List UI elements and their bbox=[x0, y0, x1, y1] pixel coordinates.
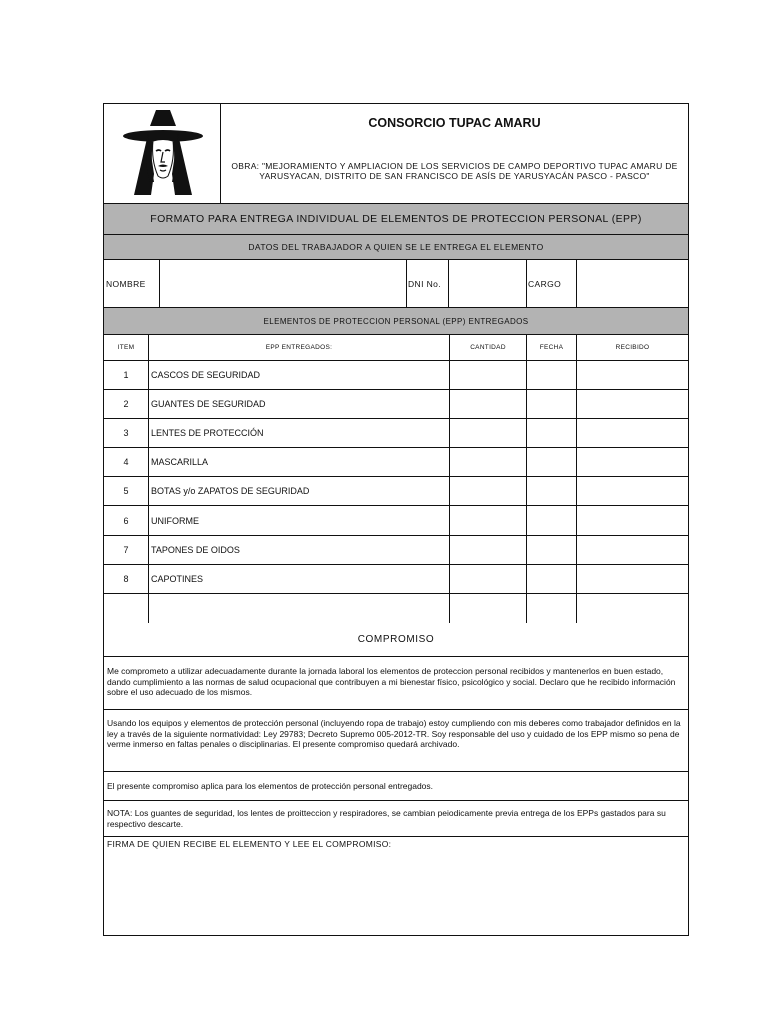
row-fecha-cell[interactable] bbox=[527, 448, 576, 476]
col-item-header: ITEM bbox=[117, 344, 135, 351]
compromiso-paragraph-1: Me comprometo a utilizar adecuadamente durante la jornada laboral los elementos de proteccion personal recibidos y mantenerlos en buen estado, dando cumplimiento a las normas de salud ocupacional que contribuyen a mi bienestar físico, psicológico y social. Declaro que he recibido información sobre el uso adecuado de los mismos. bbox=[107, 666, 676, 697]
worker-section-title: DATOS DEL TRABAJADOR A QUIEN SE LE ENTREGA EL ELEMENTO bbox=[104, 235, 688, 260]
compromiso-p3-block bbox=[104, 772, 688, 801]
epp-table bbox=[104, 335, 688, 623]
row-recibido-cell[interactable] bbox=[577, 594, 690, 623]
epp-section-title: ELEMENTOS DE PROTECCION PERSONAL (EPP) ENTREGADOS bbox=[104, 308, 688, 335]
table-row bbox=[104, 594, 688, 623]
compromiso-p2-block bbox=[104, 710, 688, 772]
table-row bbox=[104, 507, 688, 536]
epp-form bbox=[103, 103, 689, 936]
table-row bbox=[104, 361, 688, 390]
col-recibido-header: RECIBIDO bbox=[615, 344, 650, 351]
row-fecha-cell[interactable] bbox=[527, 507, 576, 535]
row-epp-name: TAPONES DE OIDOS bbox=[151, 544, 240, 555]
row-fecha-cell[interactable] bbox=[527, 361, 576, 389]
row-recibido-cell[interactable] bbox=[577, 565, 690, 593]
row-item-number: 5 bbox=[123, 486, 129, 497]
row-epp-name: MASCARILLA bbox=[151, 457, 209, 468]
worker-data-row bbox=[104, 260, 688, 308]
compromiso-p1-block bbox=[104, 657, 688, 710]
row-recibido-cell[interactable] bbox=[577, 536, 690, 564]
row-recibido-cell[interactable] bbox=[577, 507, 690, 535]
row-recibido-cell[interactable] bbox=[577, 448, 690, 476]
table-row bbox=[104, 536, 688, 565]
row-cantidad-cell[interactable] bbox=[450, 507, 526, 535]
obra-description: OBRA: "MEJORAMIENTO Y AMPLIACION DE LOS SERVICIOS DE CAMPO DEPORTIVO TUPAC AMARU DE YARUSYACAN, DISTRITO DE SAN FRANCISCO DE ASÍS DE YARUSYACÁN PASCO - PASCO" bbox=[231, 161, 678, 181]
row-item-number: 1 bbox=[123, 370, 129, 381]
row-cantidad-cell[interactable] bbox=[450, 536, 526, 564]
row-recibido-cell[interactable] bbox=[577, 419, 690, 447]
row-item-number bbox=[104, 594, 148, 623]
row-fecha-cell[interactable] bbox=[527, 477, 576, 505]
compromiso-paragraph-2: Usando los equipos y elementos de protección personal (incluyendo ropa de trabajo) estoy cumpliendo con mis deberes como trabajador definidos en la ley a través de la siguiente normatividad: Ley 29783; Decreto Supremo 005-2012-TR. Soy responsable del uso y cuidado de los EPP mismo so pena de verme inmerso en faltas penales o disciplinarias. El presente compromiso quedará archivado. bbox=[107, 718, 681, 749]
row-item-number: 6 bbox=[123, 515, 129, 526]
col-epp-header: EPP ENTREGADOS: bbox=[265, 344, 333, 351]
row-fecha-cell[interactable] bbox=[527, 419, 576, 447]
row-cantidad-cell[interactable] bbox=[450, 419, 526, 447]
nombre-field[interactable] bbox=[160, 260, 405, 307]
compromiso-paragraph-3: El presente compromiso aplica para los elementos de protección personal entregados. bbox=[107, 781, 434, 791]
row-cantidad-cell[interactable] bbox=[450, 477, 526, 505]
row-epp-name: BOTAS y/o ZAPATOS DE SEGURIDAD bbox=[151, 486, 310, 497]
col-cantidad-header: CANTIDAD bbox=[470, 344, 506, 351]
row-cantidad-cell[interactable] bbox=[450, 448, 526, 476]
compromiso-title: COMPROMISO bbox=[104, 623, 688, 657]
nota-text: NOTA: Los guantes de seguridad, los lentes de proitteccion y respiradores, se cambian peiodicamente previa entrega de los EPPs gastados para su respectivo descarte. bbox=[107, 808, 666, 829]
row-cantidad-cell[interactable] bbox=[450, 594, 526, 623]
dni-label: DNI No. bbox=[408, 278, 442, 289]
company-logo bbox=[104, 104, 220, 204]
row-recibido-cell[interactable] bbox=[577, 477, 690, 505]
firma-block[interactable] bbox=[104, 837, 688, 935]
row-cantidad-cell[interactable] bbox=[450, 565, 526, 593]
row-epp-name: CAPOTINES bbox=[151, 573, 204, 584]
row-fecha-cell[interactable] bbox=[527, 536, 576, 564]
cargo-field[interactable] bbox=[577, 260, 688, 307]
company-name: CONSORCIO TUPAC AMARU bbox=[368, 116, 541, 130]
row-item-number: 2 bbox=[123, 399, 129, 410]
dni-field[interactable] bbox=[449, 260, 526, 307]
row-epp-name: GUANTES DE SEGURIDAD bbox=[151, 399, 266, 410]
row-item-number: 3 bbox=[123, 428, 129, 439]
row-epp-name: LENTES DE PROTECCIÓN bbox=[151, 428, 264, 439]
nombre-label: NOMBRE bbox=[106, 278, 146, 289]
row-recibido-cell[interactable] bbox=[577, 390, 690, 418]
form-header bbox=[104, 104, 688, 204]
nota-block bbox=[104, 801, 688, 837]
row-fecha-cell[interactable] bbox=[527, 565, 576, 593]
row-epp-name: UNIFORME bbox=[151, 515, 199, 526]
row-fecha-cell[interactable] bbox=[527, 594, 576, 623]
table-row bbox=[104, 477, 688, 506]
row-item-number: 8 bbox=[123, 573, 129, 584]
table-row bbox=[104, 448, 688, 477]
tupac-amaru-logo-icon bbox=[104, 104, 220, 204]
form-title: FORMATO PARA ENTREGA INDIVIDUAL DE ELEMENTOS DE PROTECCION PERSONAL (EPP) bbox=[104, 204, 688, 235]
row-epp-name: CASCOS DE SEGURIDAD bbox=[151, 370, 261, 381]
firma-label: FIRMA DE QUIEN RECIBE EL ELEMENTO Y LEE EL COMPROMISO: bbox=[107, 839, 392, 849]
row-recibido-cell[interactable] bbox=[577, 361, 690, 389]
col-fecha-header: FECHA bbox=[539, 344, 564, 351]
table-row bbox=[104, 390, 688, 419]
row-cantidad-cell[interactable] bbox=[450, 361, 526, 389]
row-cantidad-cell[interactable] bbox=[450, 390, 526, 418]
cargo-label: CARGO bbox=[528, 278, 562, 289]
table-header-row bbox=[104, 335, 688, 361]
row-fecha-cell[interactable] bbox=[527, 390, 576, 418]
table-row bbox=[104, 419, 688, 448]
table-row bbox=[104, 565, 688, 594]
row-item-number: 7 bbox=[123, 544, 129, 555]
row-item-number: 4 bbox=[123, 457, 129, 468]
